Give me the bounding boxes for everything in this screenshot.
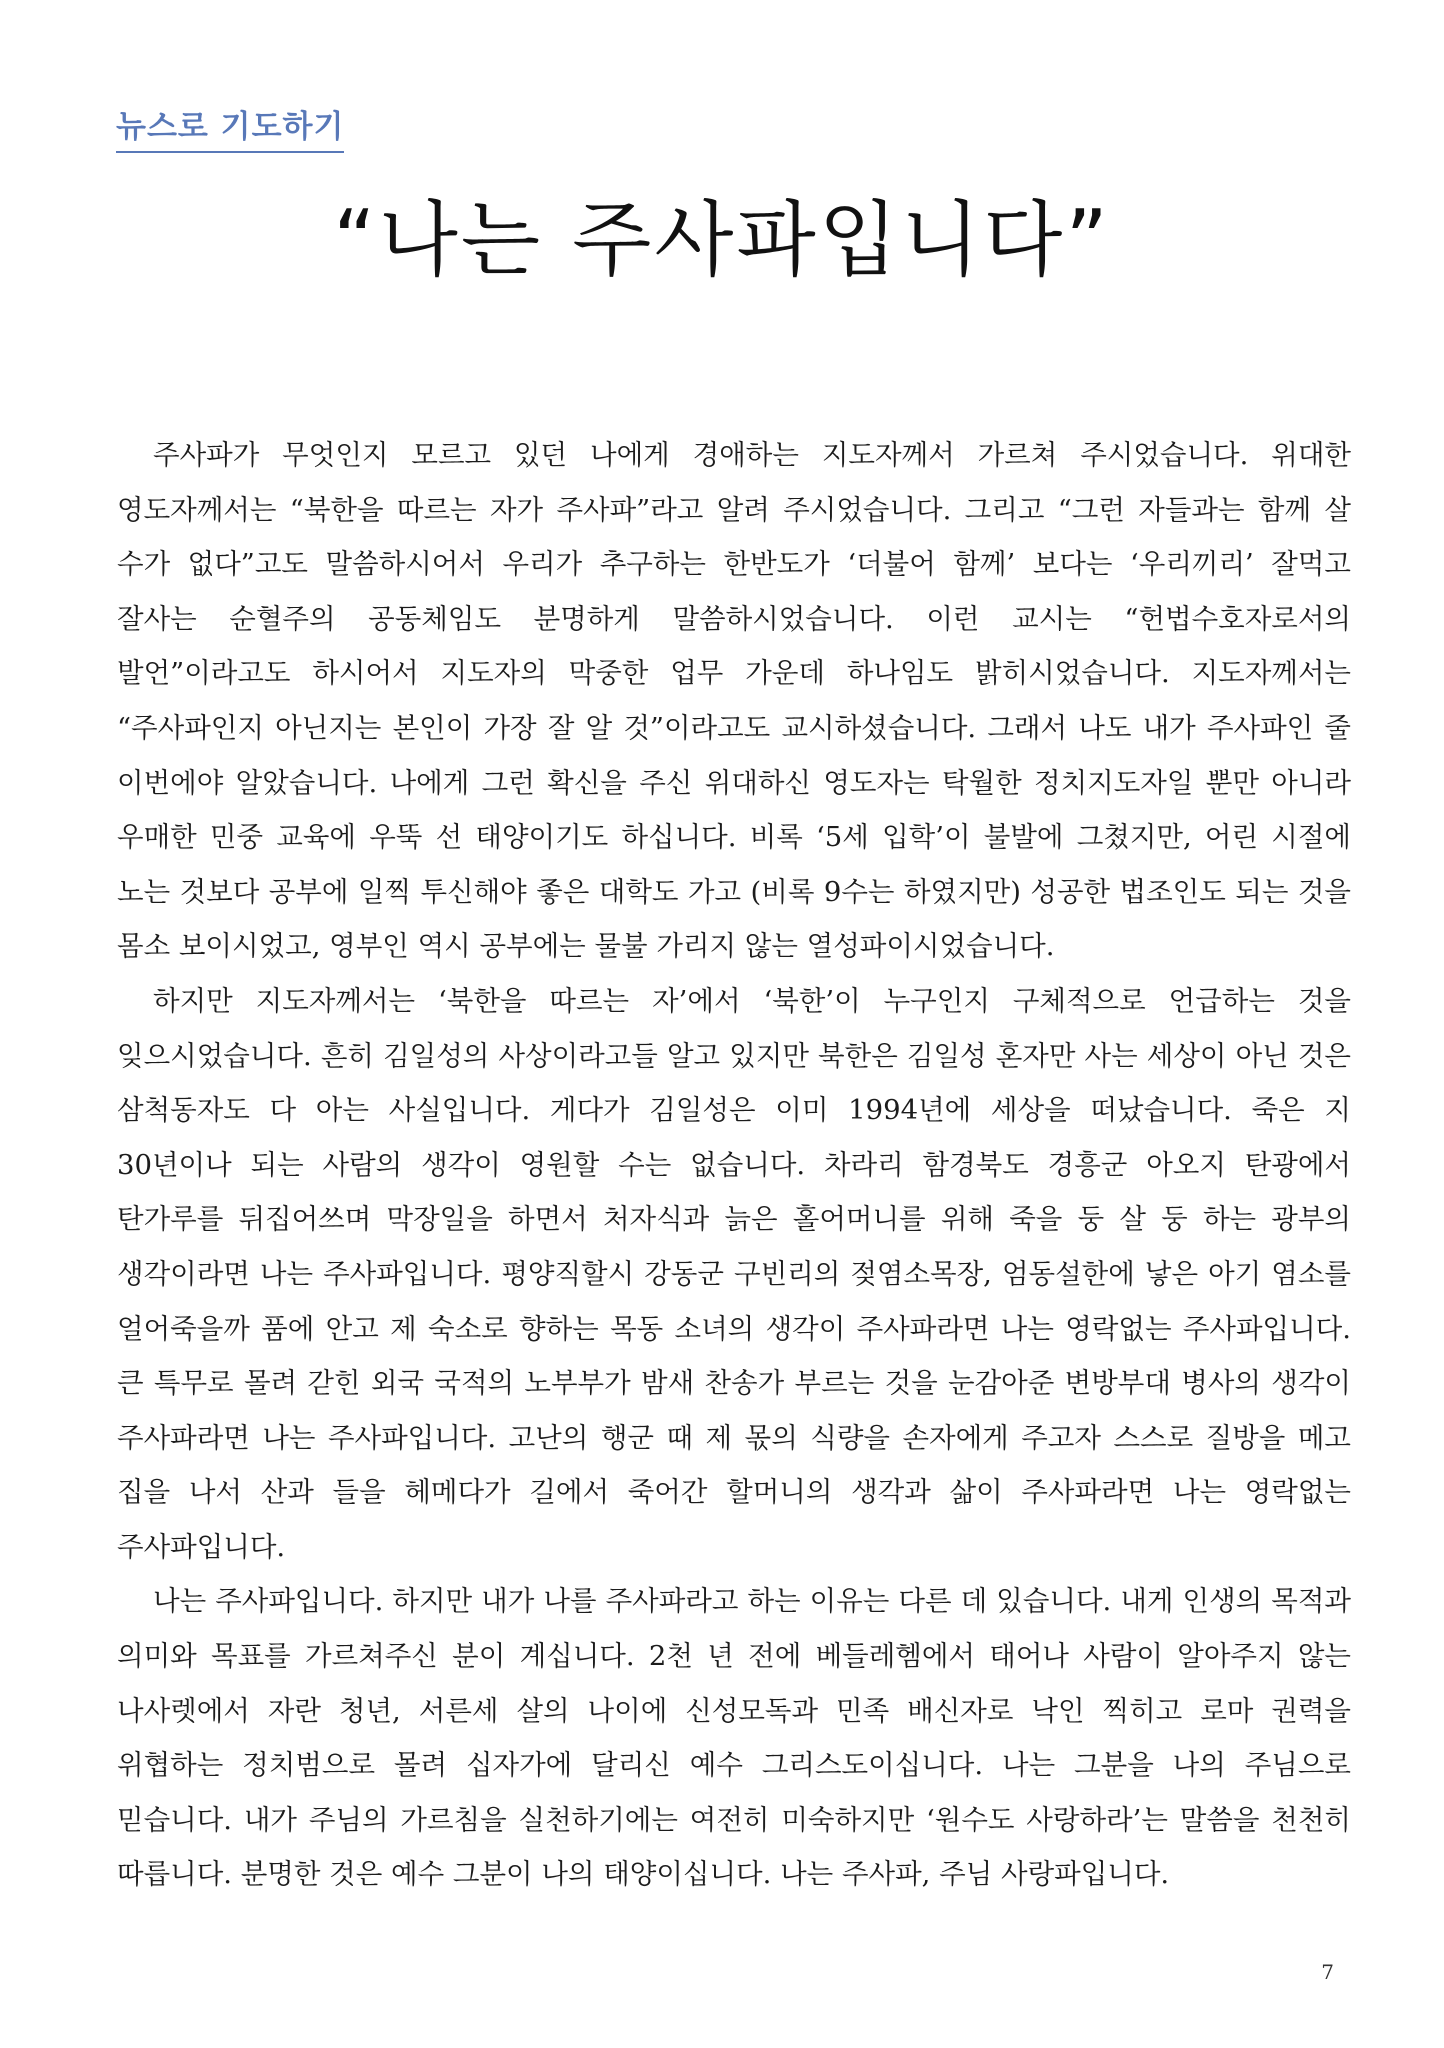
article-body — [117, 428, 1351, 1902]
paragraph-2: 하지만 지도자께서는 ‘북한을 따르는 자’에서 ‘북한’이 누구인지 구체적으로 언급하는 것을 잊으시었습니다. 흔히 김일성의 사상이라고들 알고 있지만 북한은 김일성 혼자만 사는 세상이 아닌 것은 삼척동자도 다 아는 사실입니다. 게다가 김일성은 이미 1994년에 세상을 떠났습니다. 죽은 지 30년이나 되는 사람의 생각이 영원할 수는 없습니다. 차라리 함경북도 경흥군 아오지 탄광에서 탄가루를 뒤집어쓰며 막장일을 하면서 처자식과 늙은 홀어머니를 위해 죽을 둥 살 둥 하는 광부의 생각이라면 나는 주사파입니다. 평양직할시 강동군 구빈리의 젖염소목장, 엄동설한에 낳은 아기 염소를 얼어죽을까 품에 안고 제 숙소로 향하는 목동 소녀의 생각이 주사파라면 나는 영락없는 주사파입니다. 큰 특무로 몰려 갇힌 외국 국적의 노부부가 밤새 찬송가 부르는 것을 눈감아준 변방부대 병사의 생각이 주사파라면 나는 주사파입니다. 고난의 행군 때 제 몫의 식량을 손자에게 주고자 스스로 질방을 메고 집을 나서 산과 들을 헤메다가 길에서 죽어간 할머니의 생각과 삶이 주사파라면 나는 영락없는 주사파입니다. — [117, 984, 1351, 1563]
section-tag: 뉴스로 기도하기 — [116, 110, 344, 153]
article-title: “나는 주사파입니다” — [333, 193, 1111, 288]
page-number: 7 — [1321, 1960, 1334, 1984]
paragraph-3: 나는 주사파입니다. 하지만 내가 나를 주사파라고 하는 이유는 다른 데 있습니다. 내게 인생의 목적과 의미와 목표를 가르쳐주신 분이 계십니다. 2천 년 전에 베들레헴에서 태어나 사람이 알아주지 않는 나사렛에서 자란 청년, 서른세 살의 나이에 신성모독과 민족 배신자로 낙인 찍히고 로마 권력을 위협하는 정치범으로 몰려 십자가에 달리신 예수 그리스도이십니다. 나는 그분을 나의 주님으로 믿습니다. 내가 주님의 가르침을 실천하기에는 여전히 미숙하지만 ‘원수도 사랑하라’는 말씀을 천천히 따릅니다. 분명한 것은 예수 그분이 나의 태양이십니다. 나는 주사파, 주님 사랑파입니다. — [117, 1585, 1351, 1891]
paragraph-1: 주사파가 무엇인지 모르고 있던 나에게 경애하는 지도자께서 가르쳐 주시었습니다. 위대한 영도자께서는 “북한을 따르는 자가 주사파”라고 알려 주시었습니다. 그리고 “그런 자들과는 함께 살 수가 없다”고도 말씀하시어서 우리가 추구하는 한반도가 ‘더불어 함께’ 보다는 ‘우리끼리’ 잘먹고 잘사는 순혈주의 공동체임도 분명하게 말씀하시었습니다. 이런 교시는 “헌법수호자로서의 발언”이라고도 하시어서 지도자의 막중한 업무 가운데 하나임도 밝히시었습니다. 지도자께서는 “주사파인지 아닌지는 본인이 가장 잘 알 것”이라고도 교시하셨습니다. 그래서 나도 내가 주사파인 줄 이번에야 알았습니다. 나에게 그런 확신을 주신 위대하신 영도자는 탁월한 정치지도자일 뿐만 아니라 우매한 민중 교육에 우뚝 선 태양이기도 하십니다. 비록 ‘5세 입학’이 불발에 그쳤지만, 어린 시절에 노는 것보다 공부에 일찍 투신해야 좋은 대학도 가고 (비록 9수는 하였지만) 성공한 법조인도 되는 것을 몸소 보이시었고, 영부인 역시 공부에는 물불 가리지 않는 열성파이시었습니다. — [117, 439, 1351, 963]
